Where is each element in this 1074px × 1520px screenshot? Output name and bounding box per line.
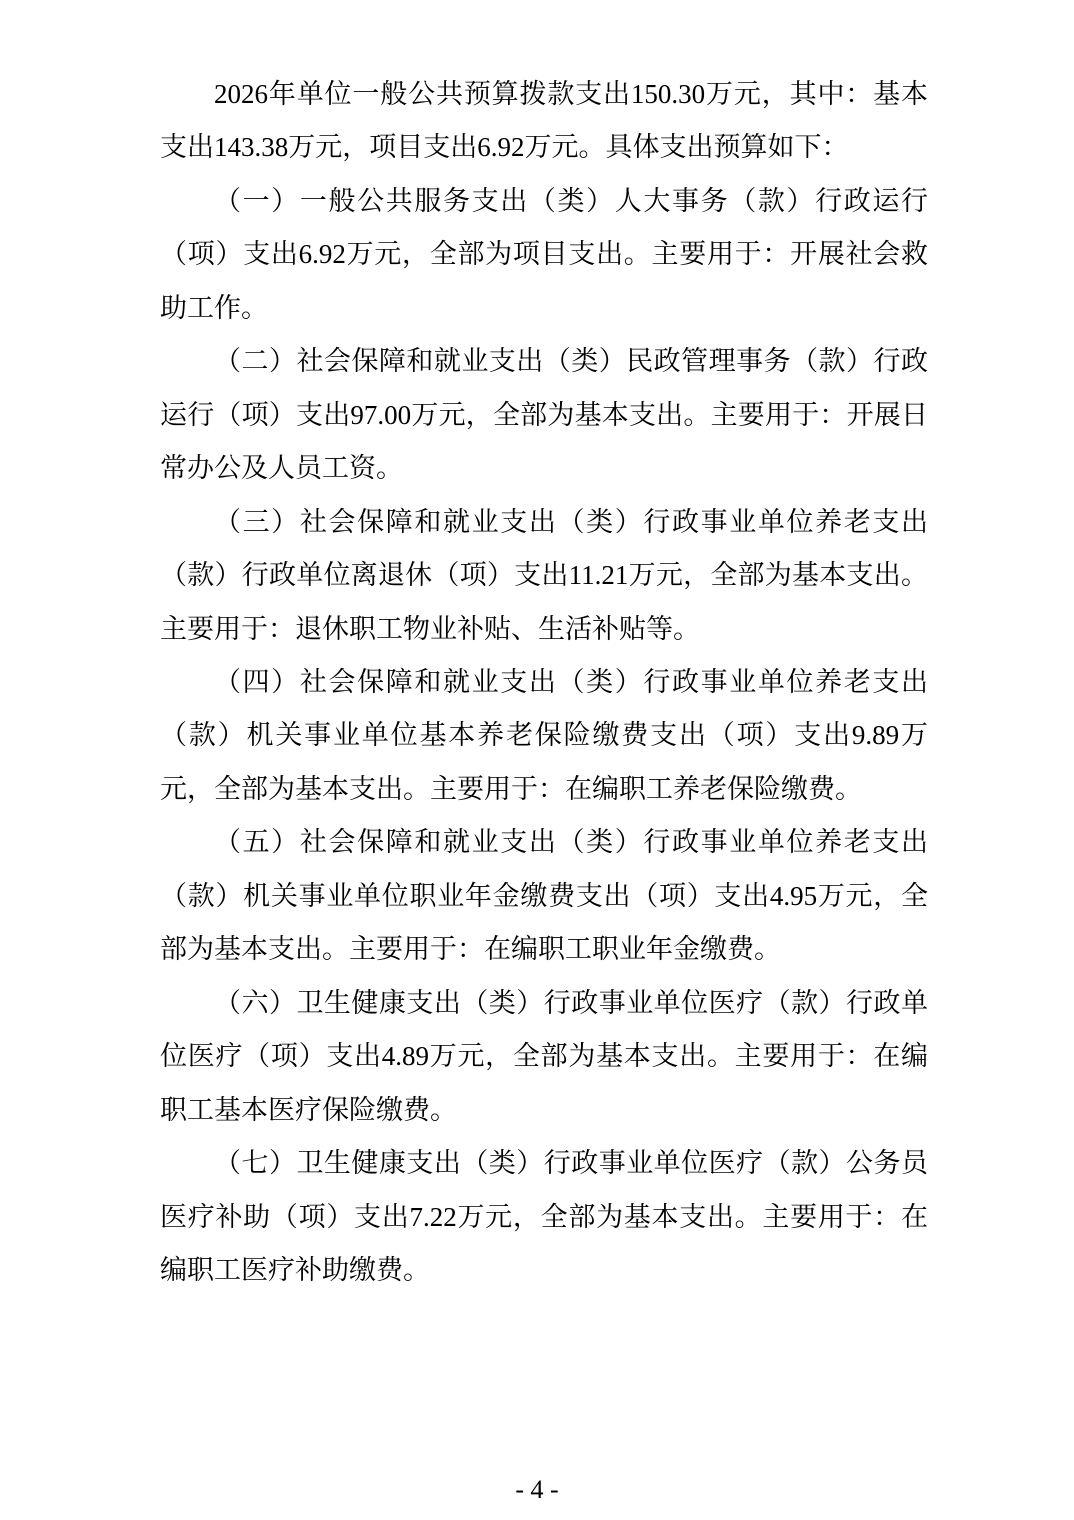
text-line: （款）机关事业单位职业年金缴费支出（项）支出4.95万元，全 [160, 880, 928, 911]
text-line: （款）机关事业单位基本养老保险缴费支出（项）支出9.89万 [160, 720, 928, 751]
text-line: 2026年单位一般公共预算拨款支出150.30万元，其中：基本 [214, 79, 928, 109]
paragraph [160, 335, 928, 495]
text-line: （六）卫生健康支出（类）行政事业单位医疗（款）行政单 [214, 987, 928, 1018]
paragraph [160, 977, 928, 1137]
paragraph [160, 175, 928, 335]
text-line: （四）社会保障和就业支出（类）行政事业单位养老支出 [214, 666, 928, 697]
text-line: 运行（项）支出97.00万元，全部为基本支出。主要用于：开展日 [160, 399, 928, 430]
text-line: 医疗补助（项）支出7.22万元，全部为基本支出。主要用于：在 [160, 1201, 928, 1232]
text-line: 部为基本支出。主要用于：在编职工职业年金缴费。 [160, 934, 781, 965]
text-line: （七）卫生健康支出（类）行政事业单位医疗（款）公务员 [214, 1148, 928, 1179]
text-line: 位医疗（项）支出4.89万元，全部为基本支出。主要用于：在编 [160, 1041, 928, 1072]
text-line: （款）行政单位离退休（项）支出11.21万元，全部为基本支出。 [160, 560, 928, 591]
paragraph [160, 816, 928, 976]
page-number: - 4 - [515, 1475, 559, 1504]
text-line: 元，全部为基本支出。主要用于：在编职工养老保险缴费。 [160, 773, 862, 804]
text-line: 常办公及人员工资。 [160, 453, 403, 484]
paragraph [160, 656, 928, 816]
text-line: 编职工医疗补助缴费。 [160, 1254, 430, 1285]
page-body [160, 68, 928, 1297]
paragraph [160, 496, 928, 656]
text-line: 支出143.38万元，项目支出6.92万元。具体支出预算如下： [160, 132, 849, 163]
text-line: （三）社会保障和就业支出（类）行政事业单位养老支出 [214, 506, 928, 537]
text-line: （二）社会保障和就业支出（类）民政管理事务（款）行政 [214, 346, 928, 377]
paragraph [160, 68, 928, 175]
text-line: 职工基本医疗保险缴费。 [160, 1094, 457, 1125]
paragraph [160, 1137, 928, 1297]
text-line: 助工作。 [160, 292, 268, 323]
page-footer [0, 1475, 1074, 1505]
text-line: 主要用于：退休职工物业补贴、生活补贴等。 [160, 613, 700, 644]
text-line: （五）社会保障和就业支出（类）行政事业单位养老支出 [214, 827, 928, 858]
text-line: （一）一般公共服务支出（类）人大事务（款）行政运行 [214, 185, 928, 216]
text-line: （项）支出6.92万元，全部为项目支出。主要用于：开展社会救 [160, 239, 928, 270]
